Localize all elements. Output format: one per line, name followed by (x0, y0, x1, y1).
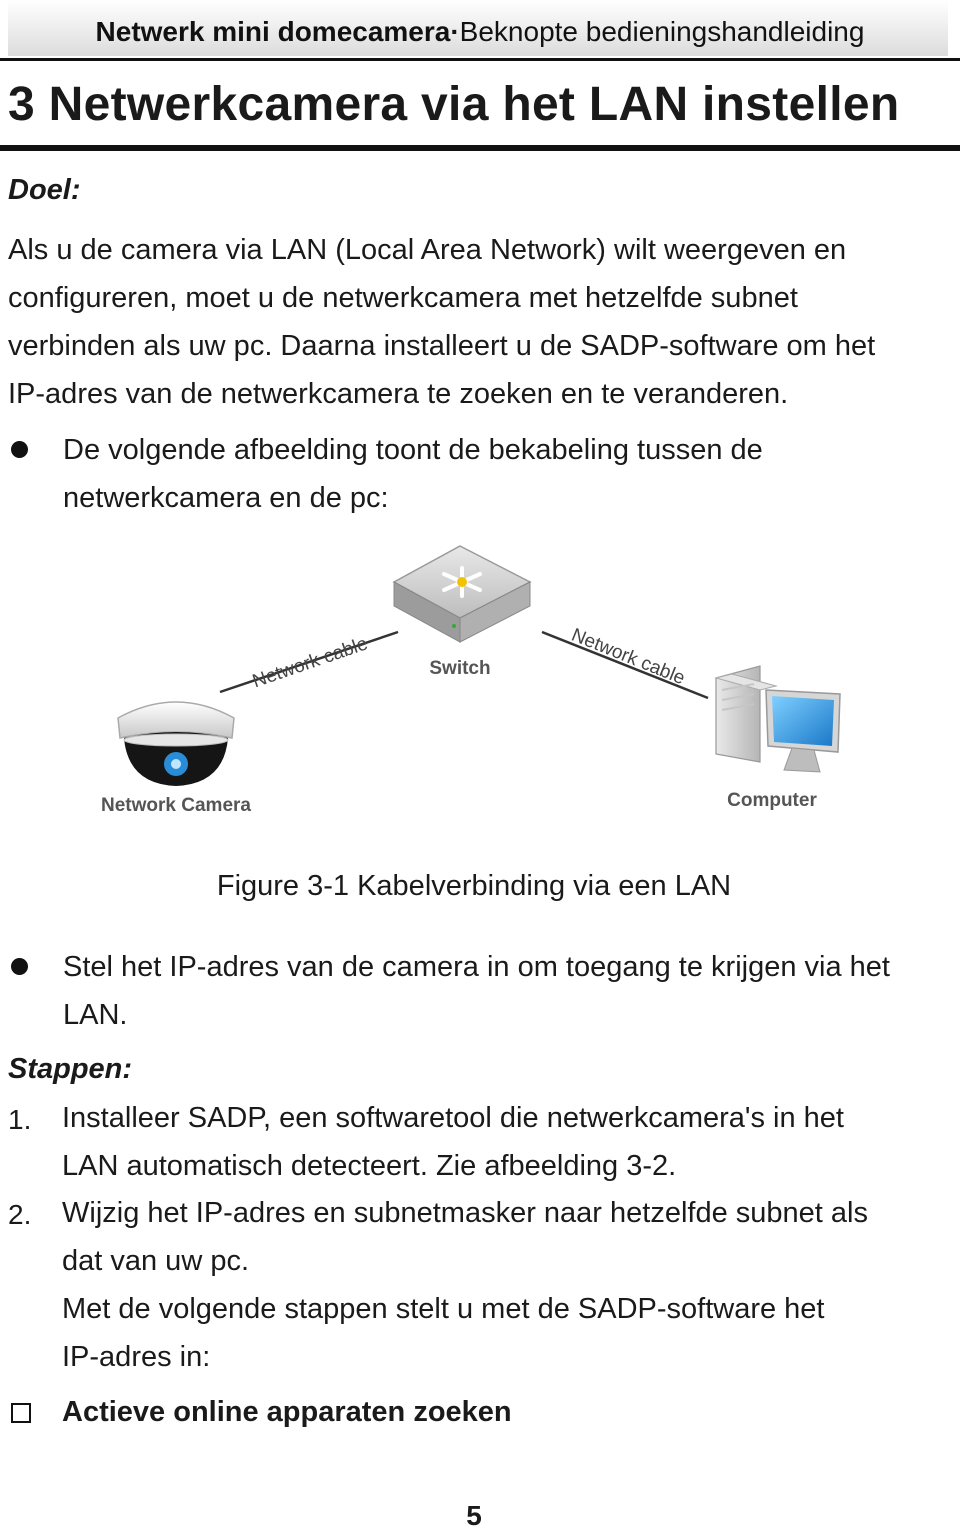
chapter-title: 3 Netwerkcamera via het LAN instellen (8, 78, 900, 131)
step-line: IP-adres in: (62, 1341, 211, 1373)
bullet-line: LAN. (63, 999, 128, 1031)
step-item (62, 1094, 844, 1190)
bullet-item (63, 943, 890, 1039)
checkbox-icon (11, 1403, 31, 1423)
task-heading: Actieve online apparaten zoeken (62, 1396, 512, 1428)
bullet-line: De volgende afbeelding toont de bekabeling tussen de (63, 434, 763, 466)
page-number: 5 (466, 1500, 482, 1531)
bullet-icon (11, 958, 28, 975)
bullet-item (63, 426, 763, 522)
camera-icon (118, 702, 234, 786)
switch-icon (394, 546, 530, 642)
step-number: 1. (8, 1104, 32, 1135)
header-separator: · (450, 16, 460, 47)
step-line: dat van uw pc. (62, 1245, 249, 1277)
network-diagram (80, 540, 860, 840)
step-item (62, 1189, 868, 1381)
purpose-paragraph (8, 226, 875, 418)
network-diagram-svg (80, 540, 860, 840)
computer-icon (716, 666, 840, 772)
cable-right-label: Network cable (568, 624, 688, 690)
steps-label: Stappen: (8, 1053, 133, 1085)
purpose-line: verbinden als uw pc. Daarna installeert u de SADP-software om het (8, 330, 876, 362)
step-line: Installeer SADP, een softwaretool die netwerkcamera's in het (62, 1102, 844, 1134)
bullet-line: Stel het IP-adres van de camera in om toegang te krijgen via het (63, 951, 890, 983)
page-header (0, 14, 960, 50)
figure-caption: Figure 3-1 Kabelverbinding via een LAN (216, 870, 732, 902)
step-number: 2. (8, 1199, 32, 1230)
step-line: Wijzig het IP-adres en subnetmasker naar hetzelfde subnet als (62, 1197, 868, 1229)
header-product: Netwerk mini domecamera (95, 16, 451, 47)
title-rule (0, 145, 960, 151)
header-rule (0, 58, 960, 61)
purpose-line: configureren, moet u de netwerkcamera met hetzelfde subnet (8, 282, 798, 314)
computer-label: Computer (727, 790, 817, 811)
purpose-label: Doel: (8, 174, 81, 206)
step-line: LAN automatisch detecteert. Zie afbeelding 3-2. (62, 1150, 677, 1182)
cable-left-label: Network cable (249, 633, 371, 693)
camera-label: Network Camera (101, 795, 251, 816)
bullet-icon (11, 441, 28, 458)
header-doc-type: Beknopte bedieningshandleiding (459, 16, 865, 47)
step-line: Met de volgende stappen stelt u met de SADP-software het (62, 1293, 825, 1325)
bullet-line: netwerkcamera en de pc: (63, 482, 389, 514)
purpose-line: IP-adres van de netwerkcamera te zoeken en te veranderen. (8, 378, 789, 410)
switch-label: Switch (429, 658, 491, 679)
purpose-line: Als u de camera via LAN (Local Area Network) wilt weergeven en (8, 234, 847, 266)
